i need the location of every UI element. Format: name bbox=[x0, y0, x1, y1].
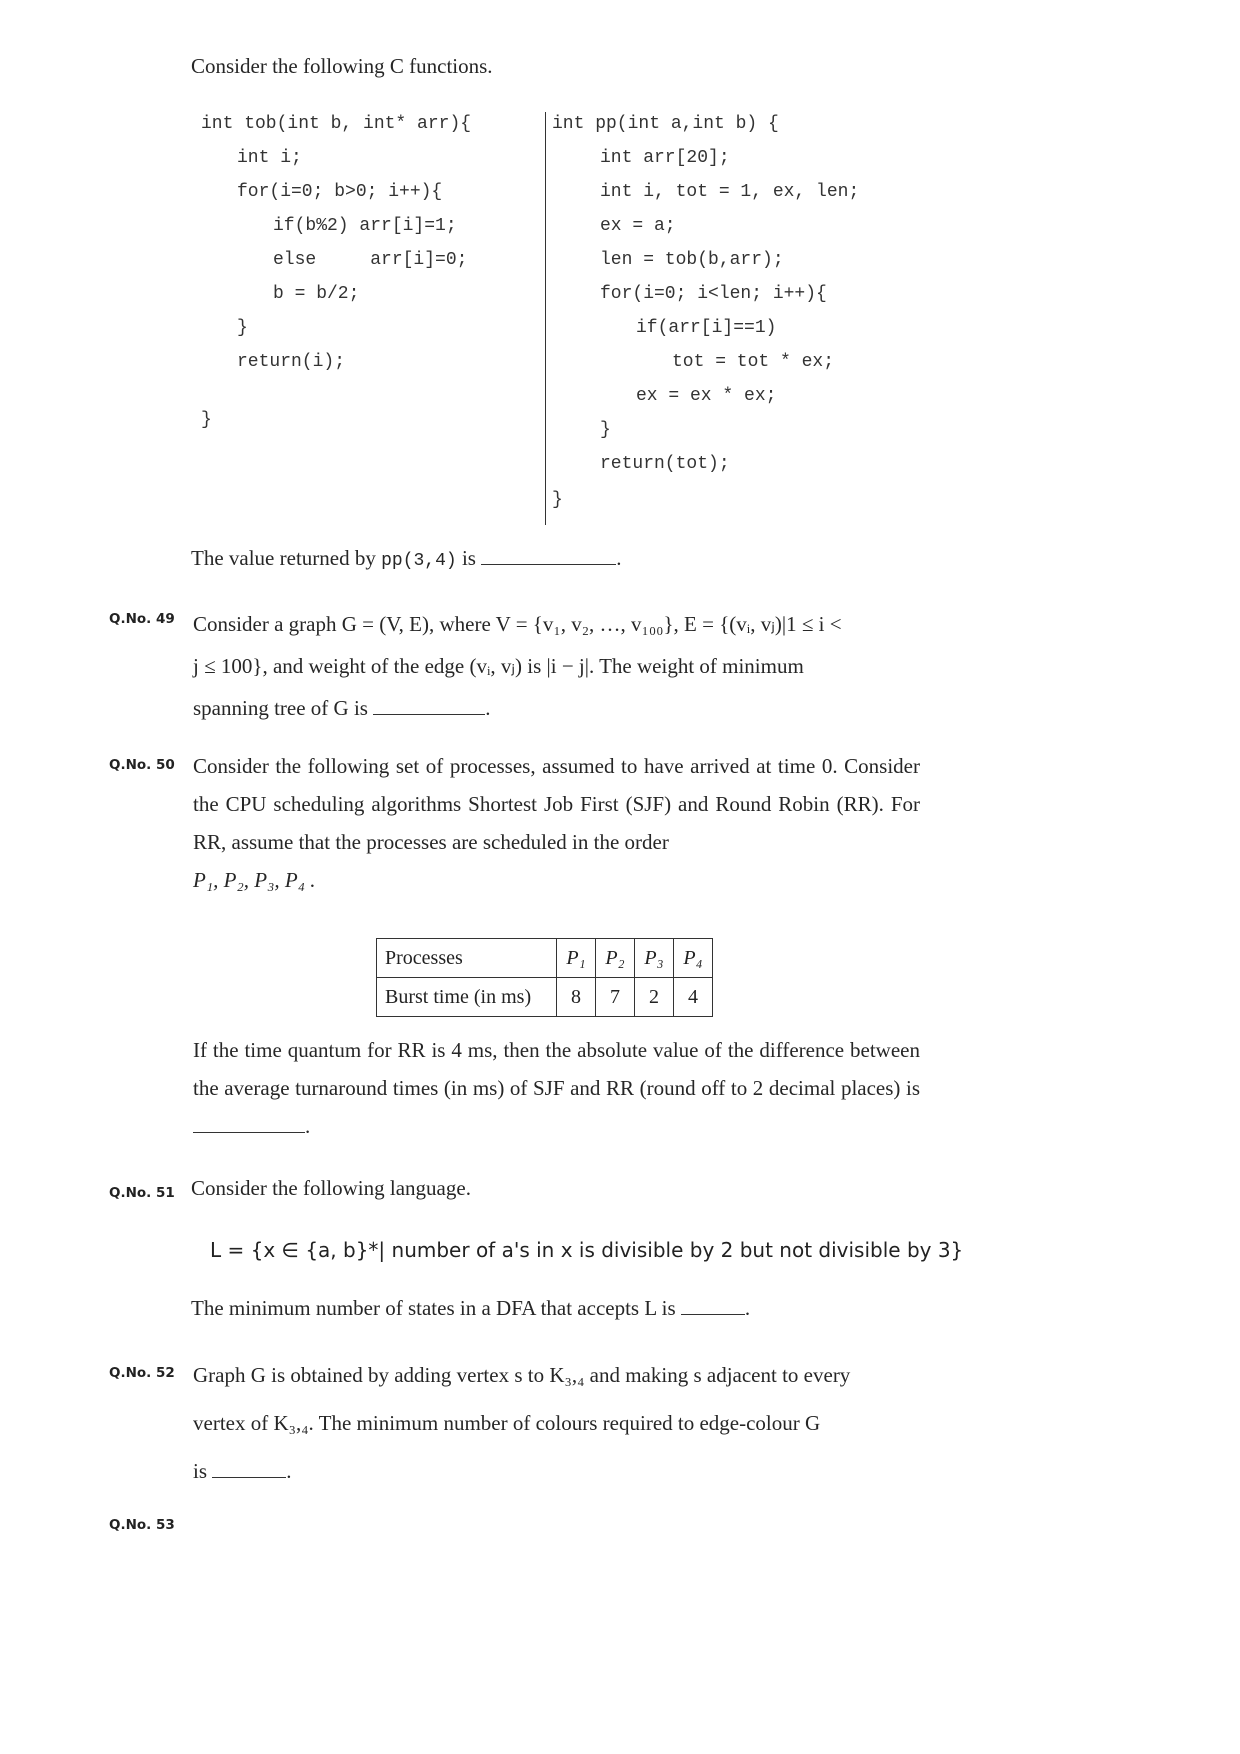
code-divider bbox=[545, 112, 546, 525]
code-line: ex = ex * ex; bbox=[636, 386, 777, 406]
code-line: b = b/2; bbox=[273, 284, 360, 304]
question-number: Q.No. 52 bbox=[109, 1365, 175, 1381]
table-row bbox=[377, 939, 713, 978]
q48-call: pp(3,4) bbox=[381, 551, 457, 571]
burst-cell: 7 bbox=[596, 978, 635, 1017]
intro-text: Consider the following C functions. bbox=[191, 54, 493, 78]
q50-body: Consider the following set of processes, assumed to have arrived at time 0. Consider the CPU scheduling algorithms Shortest Job First (SJF) and Round Robin (RR). For RR, assume that the processes are scheduled in the order bbox=[193, 754, 920, 854]
q48-suffix: is bbox=[461, 546, 476, 570]
code-line: } bbox=[201, 410, 212, 430]
q52-line: is bbox=[193, 1459, 208, 1483]
code-line: int pp(int a,int b) { bbox=[552, 114, 779, 134]
q49-line: j ≤ 100}, and weight of the edge (vᵢ, vⱼ) is |i − j|. The weight of minimum bbox=[193, 654, 804, 678]
question-number: Q.No. 53 bbox=[109, 1517, 175, 1533]
code-line: int tob(int b, int* arr){ bbox=[201, 114, 472, 134]
burst-cell: 2 bbox=[635, 978, 674, 1017]
code-line: if(arr[i]==1) bbox=[636, 318, 777, 338]
code-line: } bbox=[237, 318, 248, 338]
answer-blank bbox=[373, 700, 485, 715]
q49-text: Consider a graph G = (V, E), where V = {v₁, v₂, …, v₁₀₀}, E = {(vᵢ, vⱼ)|1 ≤ i < j ≤ 100}, and weight of the edge (vᵢ, vⱼ) is |i − j|. The weight of minimum spanning tree of G is . bbox=[193, 603, 920, 729]
burst-cell: 4 bbox=[674, 978, 713, 1017]
code-line: len = tob(b,arr); bbox=[600, 250, 784, 270]
q51-question-text: The minimum number of states in a DFA that accepts L is bbox=[191, 1296, 676, 1320]
q51-intro: Consider the following language. bbox=[191, 1176, 471, 1200]
q50-question-text: If the time quantum for RR is 4 ms, then the absolute value of the difference between the average turnaround times (in ms) of SJF and RR (round off to 2 decimal places) is bbox=[193, 1038, 920, 1100]
table-header-cell: Burst time (in ms) bbox=[377, 978, 557, 1017]
code-line: for(i=0; b>0; i++){ bbox=[237, 182, 443, 202]
q50-question: If the time quantum for RR is 4 ms, then the absolute value of the difference between the average turnaround times (in ms) of SJF and RR (round off to 2 decimal places) is . bbox=[193, 1038, 920, 1138]
code-line: } bbox=[552, 490, 563, 510]
answer-blank bbox=[481, 550, 616, 565]
q50-order: P₁, P₂, P₃, P₄ . bbox=[193, 868, 316, 892]
code-line: return(i); bbox=[237, 352, 346, 372]
answer-blank bbox=[193, 1118, 305, 1133]
code-line: ex = a; bbox=[600, 216, 676, 236]
code-line: for(i=0; i<len; i++){ bbox=[600, 284, 827, 304]
q48-question: The value returned by pp(3,4) is . bbox=[191, 546, 622, 571]
burst-cell: 8 bbox=[557, 978, 596, 1017]
burst-time-table bbox=[376, 938, 713, 1017]
q48-prefix: The value returned by bbox=[191, 546, 376, 570]
code-line: int i; bbox=[237, 148, 302, 168]
q49-line: spanning tree of G is bbox=[193, 696, 368, 720]
q51-question: The minimum number of states in a DFA that accepts L is . bbox=[191, 1296, 751, 1320]
question-number: Q.No. 49 bbox=[109, 611, 175, 627]
q52-line: vertex of K₃,₄. The minimum number of colours required to edge-colour G bbox=[193, 1411, 821, 1435]
table-row bbox=[377, 978, 713, 1017]
q49-line: Consider a graph G = (V, E), where V = {v₁, v₂, …, v₁₀₀}, E = {(vᵢ, vⱼ)|1 ≤ i < bbox=[193, 612, 842, 636]
process-cell: P₃ bbox=[635, 939, 674, 978]
code-line: } bbox=[600, 420, 611, 440]
q52-line: Graph G is obtained by adding vertex s to K₃,₄ and making s adjacent to every bbox=[193, 1363, 851, 1387]
code-line: int i, tot = 1, ex, len; bbox=[600, 182, 860, 202]
code-line: else arr[i]=0; bbox=[273, 250, 468, 270]
code-line: if(b%2) arr[i]=1; bbox=[273, 216, 457, 236]
q51-language: L = {x ∈ {a, b}*| number of a's in x is divisible by 2 but not divisible by 3} bbox=[210, 1238, 964, 1262]
process-cell: P₁ bbox=[557, 939, 596, 978]
answer-blank bbox=[212, 1463, 286, 1478]
code-line: tot = tot * ex; bbox=[672, 352, 835, 372]
code-line: return(tot); bbox=[600, 454, 730, 474]
table-header-cell: Processes bbox=[377, 939, 557, 978]
process-cell: P₄ bbox=[674, 939, 713, 978]
answer-blank bbox=[681, 1300, 745, 1315]
question-number: Q.No. 51 bbox=[109, 1185, 175, 1201]
process-cell: P₂ bbox=[596, 939, 635, 978]
code-line: int arr[20]; bbox=[600, 148, 730, 168]
q52-text: Graph G is obtained by adding vertex s to K₃,₄ and making s adjacent to every vertex of K₃,₄. The minimum number of colours required to edge-colour G is . bbox=[193, 1351, 920, 1495]
q50-text bbox=[193, 747, 920, 899]
question-number: Q.No. 50 bbox=[109, 757, 175, 773]
